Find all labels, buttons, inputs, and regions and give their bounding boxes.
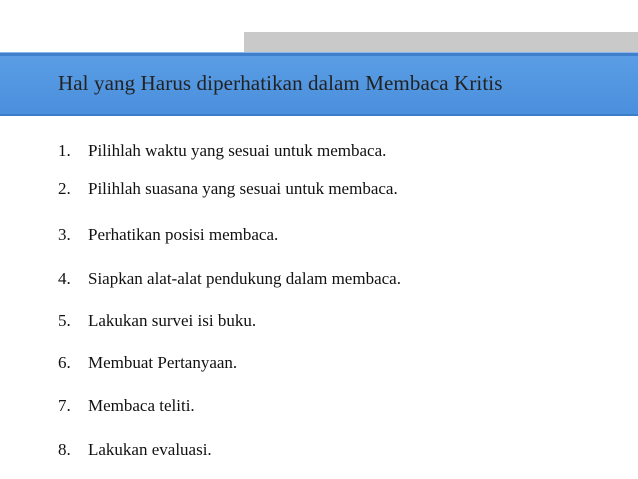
- list-item-number: 5.: [58, 311, 71, 330]
- list-item-text: Pilihlah suasana yang sesuai untuk membaca.: [88, 179, 398, 198]
- list-item-text: Pilihlah waktu yang sesuai untuk membaca.: [88, 141, 387, 160]
- list-item-number: 7.: [58, 396, 71, 415]
- list-item-number: 2.: [58, 179, 71, 198]
- list-item-text: Membaca teliti.: [88, 396, 195, 415]
- top-decoration: [0, 0, 638, 52]
- title-bar: [0, 52, 638, 116]
- list-item-number: 8.: [58, 440, 71, 459]
- list-item-text: Perhatikan posisi membaca.: [88, 225, 279, 244]
- list-item-text: Lakukan evaluasi.: [88, 440, 212, 459]
- list-item-number: 4.: [58, 269, 71, 288]
- list-item-text: Membuat Pertanyaan.: [88, 353, 238, 372]
- slide-title: Hal yang Harus diperhatikan dalam Membaca Kritis: [58, 71, 503, 95]
- list-item-number: 1.: [58, 141, 71, 160]
- list-item-text: Lakukan survei isi buku.: [88, 311, 257, 330]
- list-item-text: Siapkan alat-alat pendukung dalam membaca.: [88, 269, 401, 288]
- list-item-number: 3.: [58, 225, 71, 244]
- grey-accent-block: [244, 32, 638, 52]
- list-item-number: 6.: [58, 353, 71, 372]
